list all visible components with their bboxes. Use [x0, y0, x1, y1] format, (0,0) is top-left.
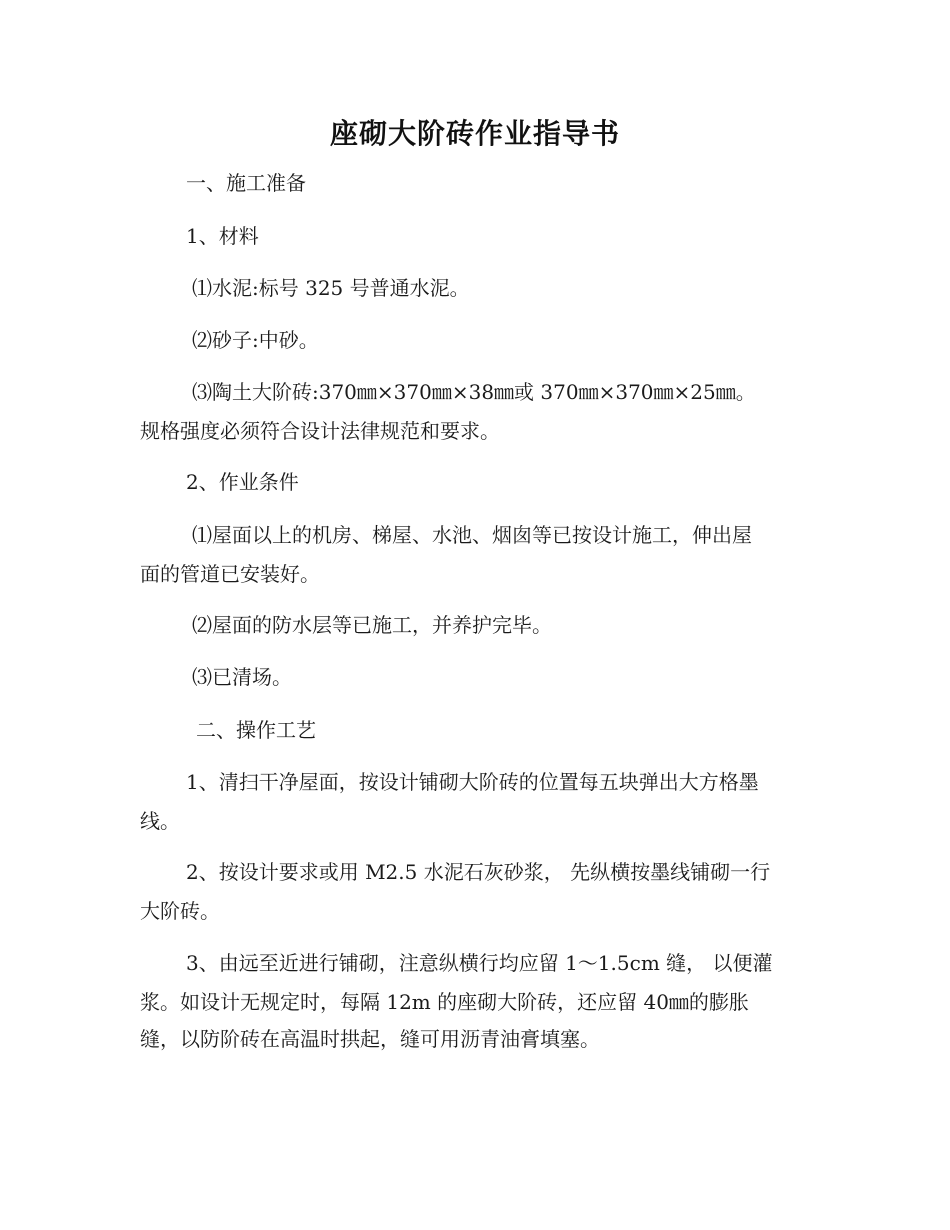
subsection-heading-conditions: 2、作业条件	[186, 470, 299, 494]
process-step-2: 2、按设计要求或用 M2.5 水泥石灰砂浆， 先纵横按墨线铺砌一行	[186, 860, 771, 884]
section-heading-preparation: 一、施工准备	[186, 171, 306, 195]
section-heading-process: 二、操作工艺	[196, 718, 316, 742]
condition-item-2: ⑵屋面的防水层等已施工，并养护完毕。	[192, 613, 552, 637]
condition-item-1-cont: 面的管道已安装好。	[140, 562, 320, 586]
process-step-3-cont-2: 缝，以防阶砖在高温时拱起，缝可用沥青油膏填塞。	[140, 1027, 600, 1051]
process-step-1: 1、清扫干净屋面，按设计铺砌大阶砖的位置每五块弹出大方格墨	[186, 770, 759, 794]
process-step-3-cont: 浆。如设计无规定时，每隔 12m 的座砌大阶砖，还应留 40㎜的膨胀	[140, 990, 749, 1014]
material-item-tile: ⑶陶土大阶砖:370㎜×370㎜×38㎜或 370㎜×370㎜×25㎜。	[192, 380, 756, 404]
process-step-2-cont: 大阶砖。	[140, 899, 220, 923]
condition-item-3: ⑶已清场。	[192, 665, 292, 689]
process-step-1-cont: 线。	[140, 809, 180, 833]
subsection-heading-materials: 1、材料	[186, 224, 259, 248]
document-title: 座砌大阶砖作业指导书	[329, 117, 620, 150]
material-item-sand: ⑵砂子:中砂。	[192, 328, 319, 352]
material-item-cement: ⑴水泥:标号 325 号普通水泥。	[192, 276, 470, 300]
material-item-tile-cont: 规格强度必须符合设计法律规范和要求。	[140, 419, 500, 443]
process-step-3: 3、由远至近进行铺砌，注意纵横行均应留 1～1.5cm 缝， 以便灌	[186, 951, 773, 975]
condition-item-1: ⑴屋面以上的机房、梯屋、水池、烟囱等已按设计施工，伸出屋	[192, 523, 752, 547]
